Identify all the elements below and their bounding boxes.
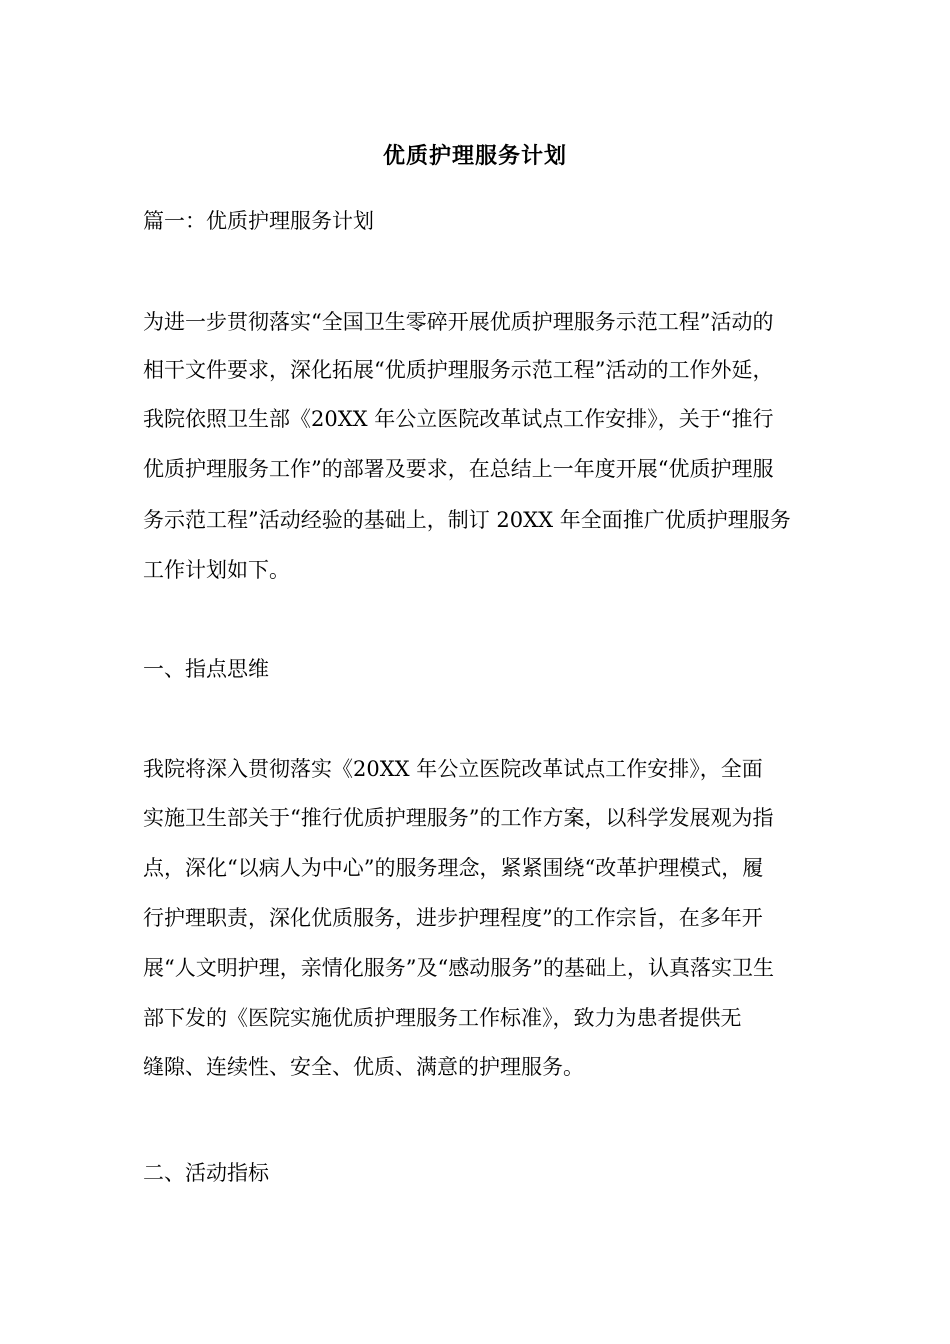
section1-line: 部下发的《医院实施优质护理服务工作标准》，致力为患者提供无 [143,1006,742,1030]
section1-line: 我院将深入贯彻落实《20XX 年公立医院改革试点工作安排》，全面 [143,757,763,781]
intro-line: 我院依照卫生部《20XX 年公立医院改革试点工作安排》，关于“推行 [143,407,774,431]
section1-line: 实施卫生部关于“推行优质护理服务”的工作方案，以科学发展观为指 [143,806,774,830]
document-title: 优质护理服务计划 [382,143,567,169]
intro-line: 相干文件要求，深化拓展“优质护理服务示范工程”活动的工作外延， [143,358,774,382]
subtitle: 篇一：优质护理服务计划 [143,209,374,233]
intro-line: 务示范工程”活动经验的基础上，制订 20XX 年全面推广优质护理服务 [143,508,791,532]
section1-line: 点，深化“以病人为中心”的服务理念，紧紧围绕“改革护理模式，履 [143,856,764,880]
section-heading-guiding-thought: 一、指点思维 [143,657,269,681]
intro-line: 工作计划如下。 [143,558,290,582]
section1-line: 缝隙、连续性、安全、优质、满意的护理服务。 [143,1055,584,1079]
section1-line: 展“人文明护理，亲情化服务”及“感动服务”的基础上，认真落实卫生 [143,956,774,980]
section-heading-activity-goals: 二、活动指标 [143,1161,269,1185]
intro-line: 优质护理服务工作”的部署及要求，在总结上一年度开展“优质护理服 [143,457,774,481]
intro-line: 为进一步贯彻落实“全国卫生零碎开展优质护理服务示范工程”活动的 [143,310,774,334]
section1-line: 行护理职责，深化优质服务，进步护理程度”的工作宗旨，在多年开 [143,906,763,930]
